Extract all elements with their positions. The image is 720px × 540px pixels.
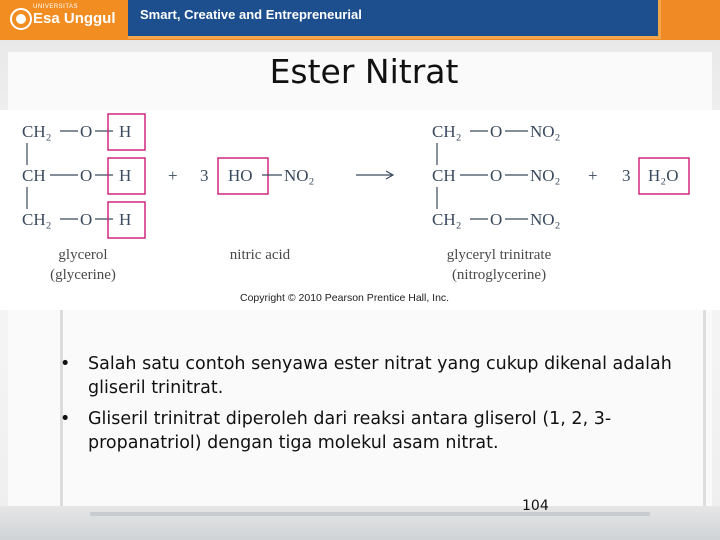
product-o3: O [490,210,503,229]
product-c1: CH₂ [432,122,462,141]
plus-sign-1: + [168,166,178,185]
bullet-text: Gliseril trinitrat diperoleh dari reaksi antara gliserol (1, 2, 3-propanatriol) dengan tiga molekul asam nitrat. [88,409,612,453]
product-no2-2: NO₂ [530,166,561,185]
glycerol-o1: O [80,122,93,141]
university-logo [0,0,128,40]
header-accent [661,0,720,40]
glycerol-o3: O [80,210,93,229]
footer-line [90,512,650,516]
glycerol-c1: CH₂ [22,122,52,141]
glycerol-c2: CH [22,166,46,185]
page-number: 104 [522,498,549,514]
product-c3: CH₂ [432,210,462,229]
label-nitroglycerine: (nitroglycerine) [451,267,547,283]
label-glycerol: glycerol [58,247,108,263]
slide-header [0,0,720,40]
logo-emblem-icon [10,8,32,30]
bullet-item [58,352,688,400]
reaction-diagram [0,110,720,300]
glycerol-structure [22,114,145,238]
plus-sign-2: + [588,166,598,185]
bullet-item [58,407,688,455]
product-o2: O [490,166,503,185]
bullet-dot-icon: • [60,354,71,374]
bullet-list [58,352,688,462]
coefficient-acid: 3 [200,166,209,185]
product-o1: O [490,122,503,141]
product-c2: CH [432,166,456,185]
logo-university-text: UNIVERSITAS [33,4,79,10]
product-no2-3: NO₂ [530,210,561,229]
glycerol-c3: CH₂ [22,210,52,229]
bullet-text: Salah satu contoh senyawa ester nitrat yang cukup dikenal adalah gliseril trinitrat. [88,354,672,398]
reaction-arrow [356,171,393,179]
glycerol-h2: H [119,166,132,185]
logo-name: Esa Unggul [33,10,116,27]
glycerol-o2: O [80,166,93,185]
bullet-dot-icon: • [60,409,71,429]
label-glyceryl-trinitrate: glyceryl trinitrate [446,247,552,263]
acid-ho: HO [228,166,253,185]
reaction-figure [0,110,720,310]
glycerol-h1: H [119,122,132,141]
glycerol-h3: H [119,210,132,229]
product-no2-1: NO₂ [530,122,561,141]
figure-copyright: Copyright © 2010 Pearson Prentice Hall, Inc. [240,292,450,304]
slide-title: Ester Nitrat [269,52,459,91]
tagline-band [128,0,661,39]
acid-no2: NO₂ [284,166,315,185]
water-formula: H₂O [648,166,679,185]
nitric-acid-structure [218,158,314,194]
label-nitric-acid: nitric acid [229,247,291,263]
coefficient-water: 3 [622,166,631,185]
tagline: Smart, Creative and Entrepreneurial [140,7,362,22]
glyceryl-trinitrate-structure [432,122,560,229]
label-glycerine: (glycerine) [50,267,116,283]
